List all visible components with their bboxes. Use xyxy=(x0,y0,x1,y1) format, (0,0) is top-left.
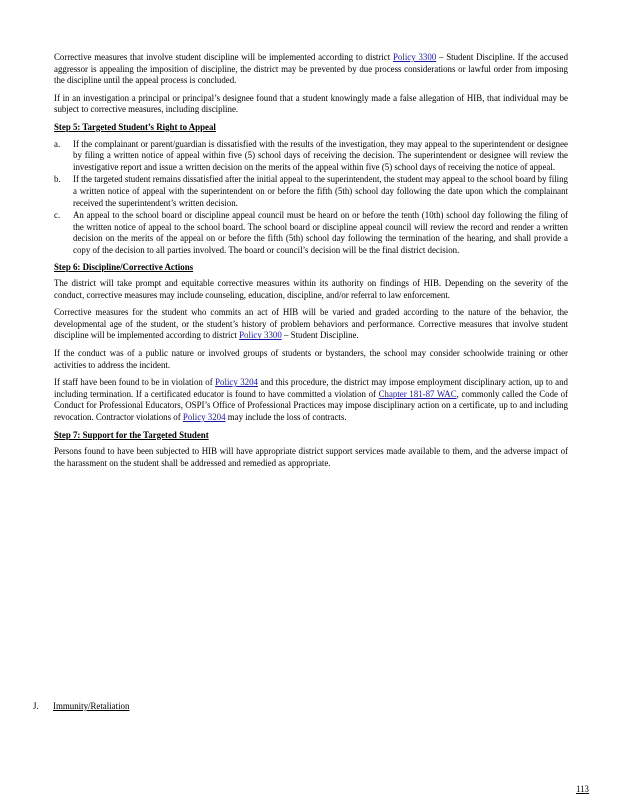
list-item xyxy=(54,174,568,209)
paragraph-text: Corrective measures for the student who commits an act of HIB will be varied and graded according to the nature of the behavior, the developmental age of the student, or the student’s history of problem behaviors and performance. Corrective measures that involve student discipline will be implemented according to district xyxy=(54,307,568,341)
policy-3300-link[interactable]: Policy 3300 xyxy=(239,330,282,341)
staff-violation-paragraph xyxy=(54,377,568,423)
paragraph-text: , commonly called the Code of Conduct for Professional Educators, OSPI’s Office of Professional Practices may impose disciplinary action on a certificate, up to and including revocation. Contractor violations of xyxy=(54,388,569,423)
paragraph-text: If staff have been found to be in violation of xyxy=(54,377,216,388)
schoolwide-training-paragraph: If the conduct was of a public nature or involved groups of students or bystanders, the school may consider schoolwide training or other activities to address the incident. xyxy=(54,348,568,370)
paragraph-text: may include the loss of contracts. xyxy=(225,412,347,423)
paragraph-text: Corrective measures that involve student discipline will be implemented according to district xyxy=(54,52,393,62)
list-item xyxy=(54,139,568,174)
page-number: 113 xyxy=(576,784,589,794)
document-body xyxy=(54,52,568,475)
section-title: Immunity/Retaliation xyxy=(53,701,130,711)
list-marker: b. xyxy=(54,174,61,185)
section-j-heading xyxy=(33,701,233,713)
step-5-heading: Step 5: Targeted Student’s Right to Appeal xyxy=(54,121,216,132)
prompt-corrective-paragraph: The district will take prompt and equitable corrective measures within its authority on findings of HIB. Depending on the severity of the conduct, corrective measures may include counseling, education, discipline, and/or referral to law enforcement. xyxy=(54,278,568,300)
section-marker: J. xyxy=(33,701,39,711)
paragraph-text: – Student Discipline. If the accused aggressor is appealing the imposition of discipline, the district may be prevented by due process considerations or lawful order from imposing the discipline until the appeal process is concluded. xyxy=(54,52,569,86)
false-allegation-paragraph: If in an investigation a principal or principal’s designee found that a student knowingly made a false allegation of HIB, that individual may be subject to corrective measures, including discipline. xyxy=(54,92,568,115)
appeal-list xyxy=(54,139,568,257)
graded-measures-paragraph xyxy=(54,307,568,342)
list-item-text: If the targeted student remains dissatisfied after the initial appeal to the superintendent, the student may appeal to the school board by filing a written notice of appeal with the superintendent on or before the fifth (5th) school day following the date upon which the complainant received the superintendent’s written decision. xyxy=(73,174,568,208)
policy-3204-link[interactable]: Policy 3204 xyxy=(215,377,258,388)
list-marker: c. xyxy=(54,210,61,221)
corrective-measures-paragraph xyxy=(54,52,568,87)
list-marker: a. xyxy=(54,138,61,149)
paragraph-text: – Student Discipline. xyxy=(281,330,359,341)
support-services-paragraph: Persons found to have been subjected to HIB will have appropriate district support services made available to them, and the adverse impact of the harassment on the student shall be addressed and remedied as appropriate. xyxy=(54,446,568,468)
list-item-text: An appeal to the school board or discipline appeal council must be heard on or before the tenth (10th) school day following the filing of the written notice of appeal to the school board. The school board or discipline appeal council will review the record and render a written decision on the merits of the appeal on or before the fifth (5th) school day following the termination of the hearing, and shall provide a copy of the decision to all parties involved. The board or council’s decision will be the final district decision. xyxy=(73,210,568,255)
list-item xyxy=(54,210,568,256)
policy-3204-link[interactable]: Policy 3204 xyxy=(182,412,226,423)
wac-181-87-link[interactable]: Chapter 181-87 WAC xyxy=(378,388,457,399)
policy-3300-link[interactable]: Policy 3300 xyxy=(393,52,437,62)
list-item-text: If the complainant or parent/guardian is dissatisfied with the results of the investigation, they may appeal to the superintendent or designee by filing a written notice of appeal within five (5) school days of receiving the decision. The superintendent or designee will review the investigative report and issue a written decision on the merits of the appeal within five (5) school days of receiving the notice of appeal. xyxy=(73,138,568,172)
step-7-heading: Step 7: Support for the Targeted Student xyxy=(54,429,209,440)
paragraph-text: and this procedure, the district may impose employment disciplinary action, up to and including termination. If a certificated educator is found to have committed a violation of xyxy=(54,377,568,399)
step-6-heading: Step 6: Discipline/Corrective Actions xyxy=(54,261,194,272)
